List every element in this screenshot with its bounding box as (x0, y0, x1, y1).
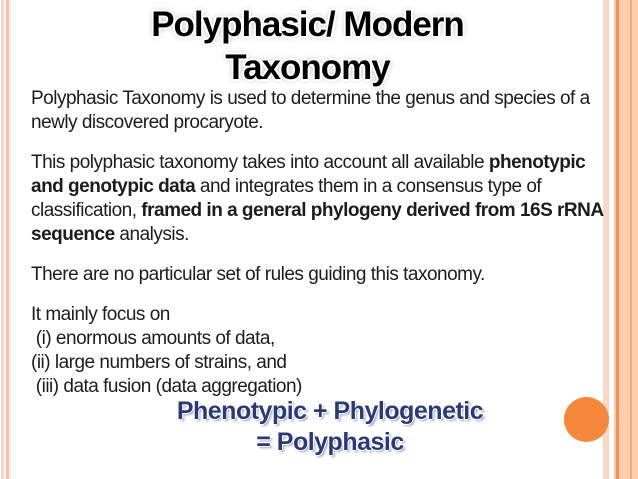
text-line: There are no particular set of rules guiding this taxonomy. (31, 264, 485, 285)
slide-body-text (31, 87, 604, 415)
list-item-3: (iii) data fusion (data aggregation) (31, 376, 302, 397)
left-stripe-border (0, 0, 11, 479)
footer-slogan-line-2: = Polyphasic (256, 428, 404, 456)
slide-title (12, 3, 603, 89)
paragraph-definition (31, 87, 600, 135)
text-line: Polyphasic Taxonomy is used to determine the genus and species of a (31, 88, 590, 109)
footer-slogan-line-1: Phenotypic + Phylogenetic (176, 397, 484, 425)
text-line (31, 199, 604, 223)
text-line (31, 175, 600, 199)
orange-circle-decoration (564, 397, 609, 442)
text-segment: classification, (31, 200, 142, 221)
text-segment-bold: sequence (31, 224, 115, 245)
list-item-2: (ii) large numbers of strains, and (31, 352, 287, 373)
text-line: newly discovered procaryote. (31, 112, 264, 133)
text-segment: and integrates them in a consensus type of (195, 176, 542, 197)
paragraph-consensus (31, 151, 604, 247)
text-line (31, 223, 600, 247)
list-item-1: (i) enormous amounts of data, (31, 328, 275, 349)
footer-slogan (30, 396, 630, 458)
slide-title-line-1: Polyphasic/ Modern (151, 5, 464, 44)
text-segment: analysis. (114, 224, 189, 245)
list-intro: It mainly focus on (31, 304, 170, 325)
text-segment: This polyphasic taxonomy takes into account all available (31, 152, 489, 173)
slide-title-line-2: Taxonomy (225, 48, 390, 87)
paragraph-focus-list (31, 303, 600, 399)
text-segment-bold: and genotypic data (31, 176, 196, 197)
text-segment-bold: phenotypic (488, 152, 586, 173)
text-segment-bold: framed in a general phylogeny derived from 16S rRNA (141, 200, 604, 221)
text-line (31, 151, 600, 175)
paragraph-rules (31, 263, 600, 287)
